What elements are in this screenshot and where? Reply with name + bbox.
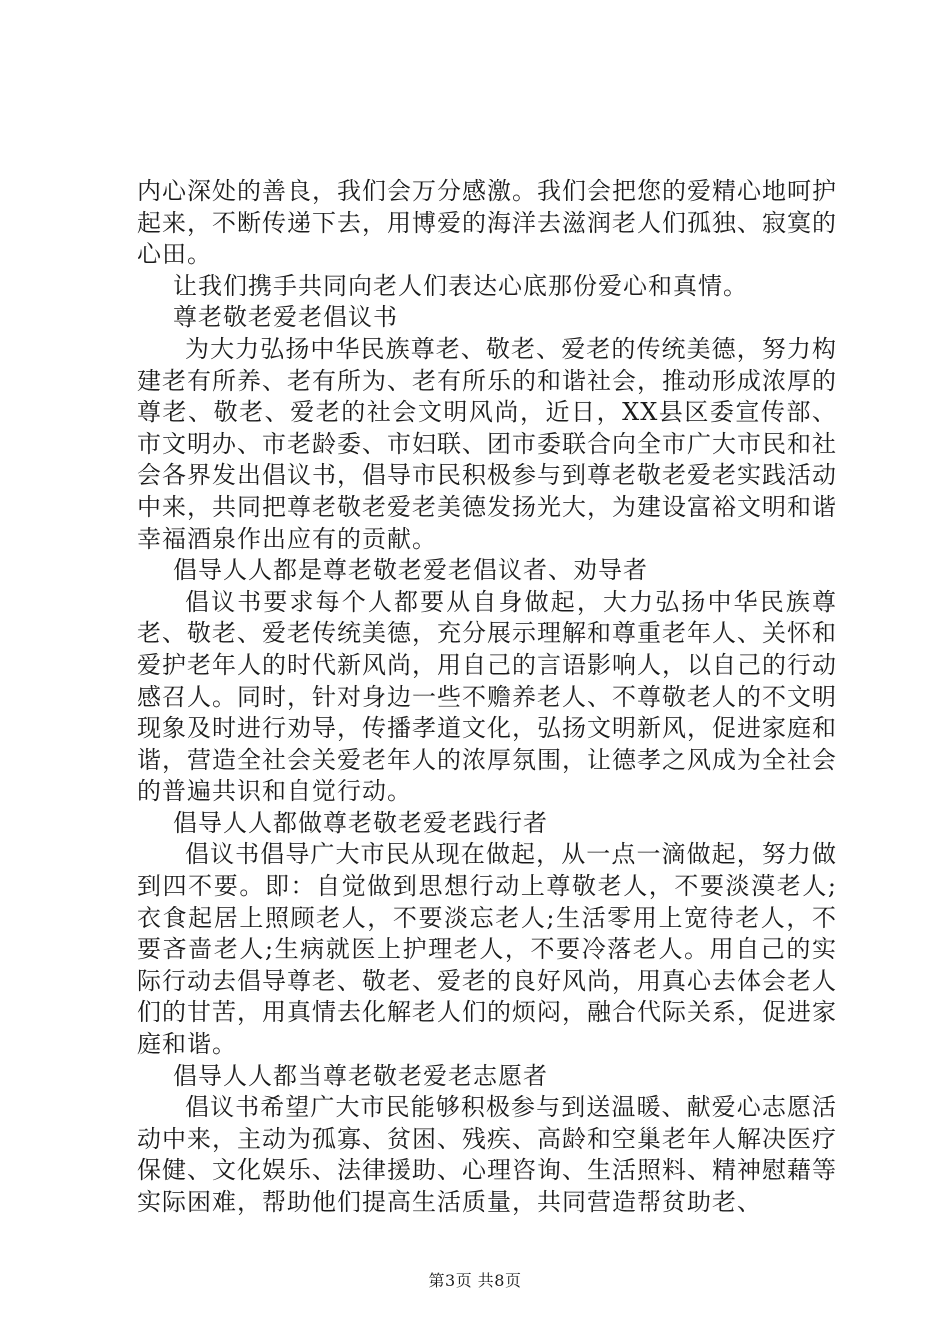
section-heading-2: 倡导人人都做尊老敬老爱老践行者 <box>173 808 548 837</box>
section-title: 尊老敬老爱老倡议书 <box>173 303 398 332</box>
paragraph-body-3: 倡议书希望广大市民能够积极参与到送温暖、献爱心志愿活动中来，主动为孤寡、贫困、残疾、高龄和空巢老年人解决医疗保健、文化娱乐、法律援助、心理咨询、生活照料、精神慰藉等实际困难，帮助他们提高生活质量，共同营造帮贫助老、 <box>137 1093 837 1216</box>
section-heading-1: 倡导人人都是尊老敬老爱老倡议者、劝导者 <box>173 556 648 585</box>
paragraph-continuation: 内心深处的善良，我们会万分感激。我们会把您的爱精心地呵护起来，不断传递下去，用博爱的海洋去滋润老人们孤独、寂寞的心田。 <box>137 177 837 269</box>
section-heading-3: 倡导人人都当尊老敬老爱老志愿者 <box>173 1061 548 1090</box>
document-body <box>137 176 837 1219</box>
paragraph-body-1: 倡议书要求每个人都要从自身做起，大力弘扬中华民族尊老、敬老、爱老传统美德，充分展示理解和尊重老年人、关怀和爱护老年人的时代新风尚，用自己的言语影响人，以自己的行动感召人。同时，针对身边一些不赡养老人、不尊敬老人的不文明现象及时进行劝导，传播孝道文化，弘扬文明新风，促进家庭和谐，营造全社会关爱老年人的浓厚氛围，让德孝之风成为全社会的普遍共识和自觉行动。 <box>137 587 837 806</box>
paragraph-body-2: 倡议书倡导广大市民从现在做起，从一点一滴做起，努力做到四不要。即：自觉做到思想行动上尊敬老人，不要淡漠老人;衣食起居上照顾老人，不要淡忘老人;生活零用上宽待老人，不要吝啬老人;生病就医上护理老人，不要冷落老人。用自己的实际行动去倡导尊老、敬老、爱老的良好风尚，用真心去体会老人们的甘苦，用真情去化解老人们的烦闷，融合代际关系，促进家庭和谐。 <box>137 840 837 1059</box>
page-number-footer: 第3页 共8页 <box>428 1271 522 1290</box>
paragraph-closing: 让我们携手共同向老人们表达心底那份爱心和真情。 <box>173 271 748 300</box>
paragraph-intro: 为大力弘扬中华民族尊老、敬老、爱老的传统美德，努力构建老有所养、老有所为、老有所乐的和谐社会，推动形成浓厚的尊老、敬老、爱老的社会文明风尚，近日，XX县区委宣传部、市文明办、市老龄委、市妇联、团市委联合向全市广大市民和社会各界发出倡议书，倡导市民积极参与到尊老敬老爱老实践活动中来，共同把尊老敬老爱老美德发扬光大，为建设富裕文明和谐幸福酒泉作出应有的贡献。 <box>137 334 837 553</box>
